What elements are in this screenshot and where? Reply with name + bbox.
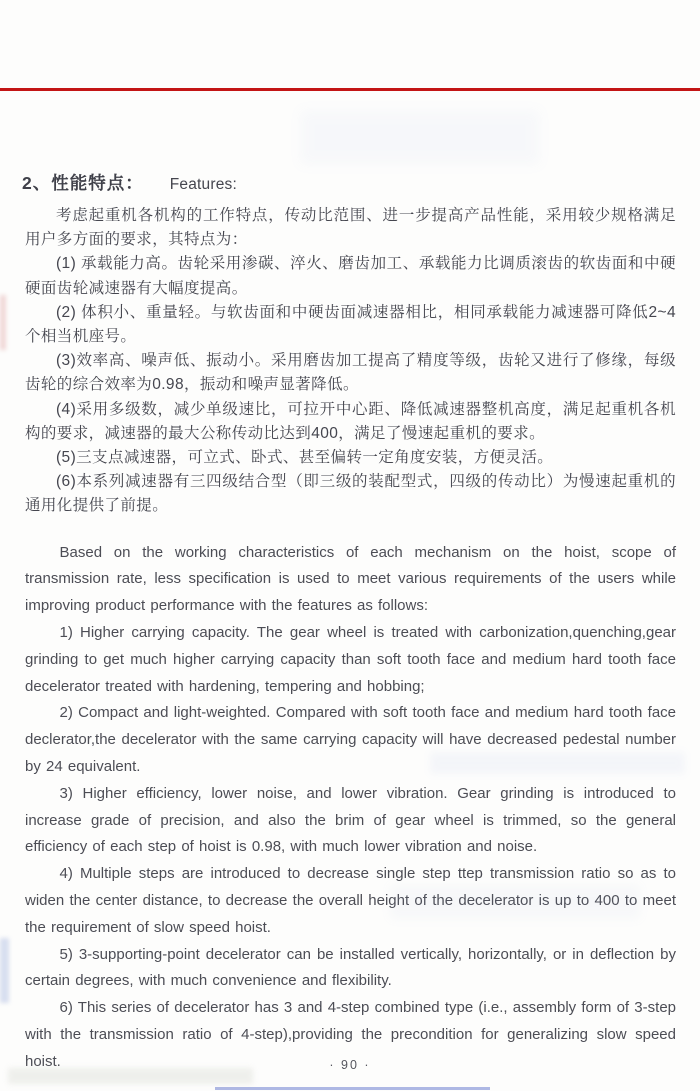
english-feature-item: 2) Compact and light-weighted. Compared with soft tooth face and medium hard tooth face declerator,the decelerator with the same carrying capacity will have decreased pedestal number by 24 equivalent.	[25, 704, 676, 776]
english-section	[25, 540, 676, 1076]
english-feature-item: 6) This series of decelerator has 3 and 4-step combined type (i.e., assembly form of 3-step with the transmission ratio of 4-step),providing the precondition for generalizing slow speed hoist.	[25, 999, 676, 1070]
chinese-feature-item: (4)采用多级数，减少单级速比，可拉开中心距、降低减速器整机高度，满足起重机各机构的要求，减速器的最大公称传动比达到400，满足了慢速起重机的要求。	[25, 400, 676, 442]
english-intro-paragraph: Based on the working characteristics of each mechanism on the hoist, scope of transmission rate, less specification is used to meet various requirements of the users while improving product performance with the features as follows:	[25, 543, 676, 615]
section-heading-en: Features:	[169, 176, 238, 193]
scan-edge-artifact	[0, 295, 6, 350]
chinese-intro-paragraph: 考虑起重机各机构的工作特点，传动比范围、进一步提高产品性能，采用较少规格满足用户多方面的要求，其特点为：	[25, 207, 676, 249]
english-feature-item: 3) Higher efficiency, lower noise, and lower vibration. Gear grinding is introduced to increase grade of precision, and also the brim of gear wheel is trimmed, so the general efficiency of each step of hoist is 0.98, with much lower vibration and noise.	[25, 784, 676, 856]
chinese-feature-item: (3)效率高、噪声低、振动小。采用磨齿加工提高了精度等级，齿轮又进行了修缘，每级齿轮的综合效率为0.98，振动和噪声显著降低。	[25, 352, 676, 394]
page-number: · 90 ·	[329, 1058, 371, 1072]
scan-edge-artifact	[0, 938, 9, 1003]
chinese-feature-item: (1) 承载能力高。齿轮采用渗碳、淬火、磨齿加工、承载能力比调质滚齿的软齿面和中硬硬面齿轮减速器有大幅度提高。	[25, 255, 676, 297]
chinese-section	[25, 204, 676, 519]
chinese-feature-item: (2) 体积小、重量轻。与软齿面和中硬齿面减速器相比，相同承载能力减速器可降低2~4个相当机座号。	[25, 303, 676, 346]
chinese-feature-item: (6)本系列减速器有三四级结合型（即三级的装配型式，四级的传动比）为慢速起重机的通用化提供了前提。	[25, 473, 676, 515]
english-feature-item: 1) Higher carrying capacity. The gear wheel is treated with carbonization,quenching,gear grinding to get much higher carrying capacity than soft tooth face and medium hard tooth face decelerator treated with hardening, tempering and hobbing;	[25, 624, 676, 695]
scan-blue-line-artifact	[215, 1087, 490, 1090]
english-feature-item: 4) Multiple steps are introduced to decrease single step ttep transmission ratio so as to widen the center distance, to decrease the overall height of the decelerator is up to 400 to meet the requirement of slow speed hoist.	[25, 865, 676, 936]
section-heading	[22, 170, 676, 195]
english-feature-item: 5) 3-supporting-point decelerator can be installed vertically, horizontally, or in deflection by certain degrees, with much convenience and flexibility.	[25, 945, 676, 990]
page-content	[22, 0, 676, 1076]
section-heading-zh: 2、性能特点：	[22, 173, 144, 193]
chinese-feature-item: (5)三支点减速器，可立式、卧式、甚至偏转一定角度安装，方便灵活。	[56, 449, 554, 467]
